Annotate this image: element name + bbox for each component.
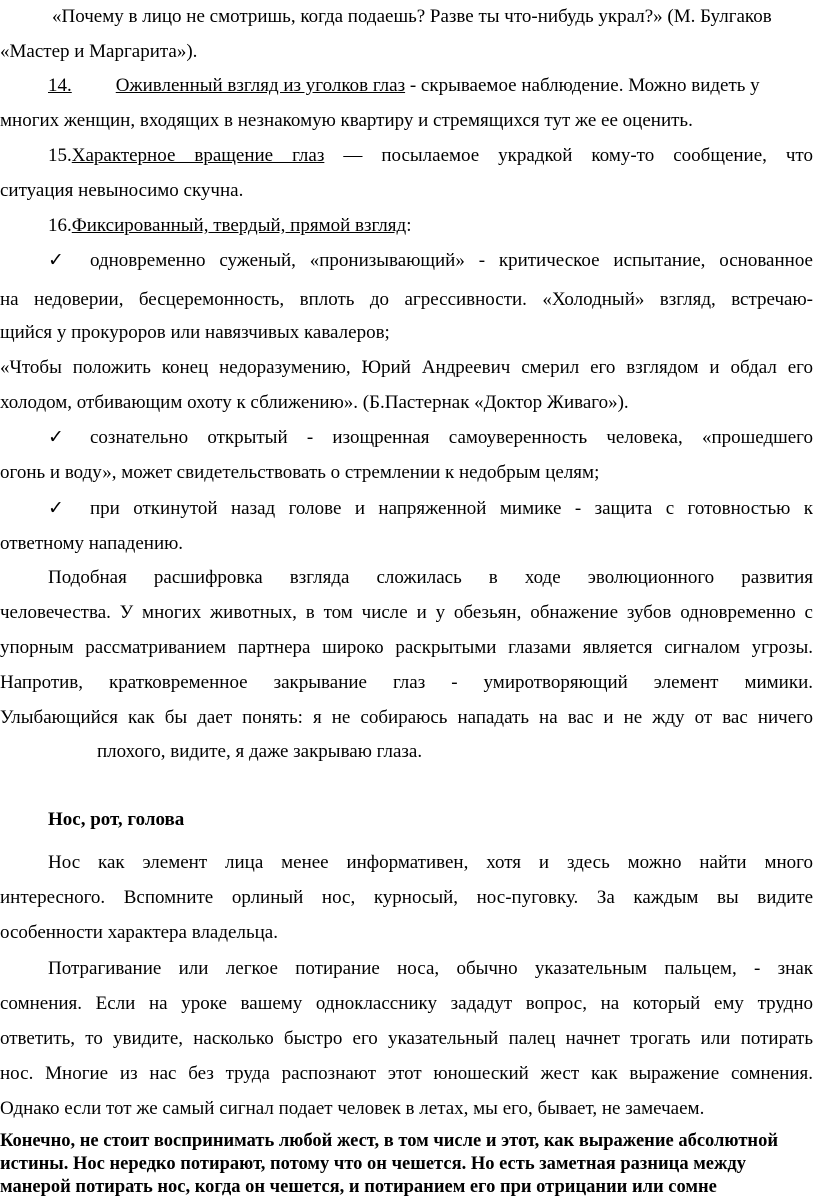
item-15-line-2: ситуация невыносимо скучна. bbox=[0, 180, 244, 201]
item-15-description: — посылаемое украдкой кому-то сообщение, что bbox=[324, 145, 813, 166]
quote-line: «Почему в лицо не смотришь, когда подаешь? Разве ты что-нибудь украл?» (М. Булгаков bbox=[52, 6, 772, 27]
item-16-title: Фиксированный, твердый, прямой взгляд bbox=[71, 215, 407, 236]
item-15-line-1 bbox=[48, 143, 813, 169]
item-15-number: 15. bbox=[48, 145, 72, 166]
bold-paragraph-line: Конечно, не стоит воспринимать любой жест, в том числе и этот, как выражение абсолютной bbox=[0, 1131, 778, 1151]
bold-paragraph-line: манерой потирать нос, когда он чешется, и потиранием его при отрицании или сомне bbox=[0, 1177, 717, 1197]
item-14-line-2: многих женщин, входящих в незнакомую квартиру и стремящихся тут же ее оценить. bbox=[0, 110, 693, 131]
item-14-description: - скрываемое наблюдение. Можно видеть у bbox=[405, 75, 760, 96]
quote-line: «Мастер и Маргарита»). bbox=[0, 41, 198, 62]
paragraph-line: Потрагивание или легкое потирание носа, обычно указательным пальцем, - знак bbox=[48, 958, 813, 979]
item-15-title: Характерное вращение глаз bbox=[71, 145, 325, 166]
checkmark-icon: ✓ bbox=[48, 426, 64, 448]
item-16-colon: : bbox=[406, 215, 412, 236]
bold-paragraph-line: истины. Нос нередко потирают, потому что он чешется. Но есть заметная разница между bbox=[0, 1154, 747, 1174]
paragraph-line: нос. Многие из нас без труда распознают этот юношеский жест как выражение сомнения. bbox=[0, 1063, 813, 1084]
item-16-line bbox=[48, 213, 411, 239]
paragraph-line: Подобная расшифровка взгляда сложилась в ходе эволюционного развития bbox=[48, 567, 813, 588]
item-14-title: Оживленный взгляд из уголков глаз bbox=[115, 75, 406, 96]
bullet-line: на недоверии, бесцеремонность, вплоть до агрессивности. «Холодный» взгляд, встречаю- bbox=[0, 289, 813, 310]
paragraph-line: человечества. У многих животных, в том числе и у обезьян, обнажение зубов одновременно с bbox=[0, 602, 813, 623]
paragraph-line: Напротив, кратковременное закрывание глаз - умиротворяющий элемент мимики. bbox=[0, 672, 813, 693]
bullet-line: при откинутой назад голове и напряженной мимике - защита с готовностью к bbox=[90, 498, 813, 519]
item-14-line-1 bbox=[48, 73, 760, 99]
section-heading: Нос, рот, голова bbox=[48, 809, 185, 830]
paragraph-line: особенности характера владельца. bbox=[0, 922, 278, 943]
checkmark-icon: ✓ bbox=[48, 497, 64, 519]
bullet-line: одновременно суженый, «пронизывающий» - критическое испытание, основанное bbox=[90, 250, 813, 271]
bullet-line: ответному нападению. bbox=[0, 533, 184, 554]
paragraph-line: Однако если тот же самый сигнал подает человек в летах, мы его, бывает, не замечаем. bbox=[0, 1098, 705, 1119]
bullet-line: щийся у прокуроров или навязчивых кавалеров; bbox=[0, 322, 390, 343]
checkmark-icon: ✓ bbox=[48, 249, 64, 271]
bullet-line: огонь и воду», может свидетельствовать о стремлении к недобрым целям; bbox=[0, 462, 600, 483]
paragraph-line: плохого, видите, я даже закрываю глаза. bbox=[97, 741, 423, 762]
quote-line: холодом, отбивающим охоту к сближению». (Б.Пастернак «Доктор Живаго»). bbox=[0, 392, 629, 413]
paragraph-line: интересного. Вспомните орлиный нос, курносый, нос-пуговку. За каждым вы видите bbox=[0, 887, 813, 908]
item-16-number: 16. bbox=[48, 215, 72, 236]
bullet-line: сознательно открытый - изощренная самоуверенность человека, «прошедшего bbox=[90, 427, 813, 448]
item-14-number: 14. bbox=[48, 75, 72, 96]
quote-line: «Чтобы положить конец недоразумению, Юрий Андреевич смерил его взглядом и обдал его bbox=[0, 357, 813, 378]
paragraph-line: сомнения. Если на уроке вашему однокласснику зададут вопрос, на который ему трудно bbox=[0, 993, 813, 1014]
paragraph-line: Нос как элемент лица менее информативен, хотя и здесь можно найти много bbox=[48, 852, 813, 873]
paragraph-line: Улыбающийся как бы дает понять: я не собираюсь нападать на вас и не жду от вас ничего bbox=[0, 707, 813, 728]
paragraph-line: ответить, то увидите, насколько быстро его указательный палец начнет трогать или потирать bbox=[0, 1028, 813, 1049]
paragraph-line: упорным рассматриванием партнера широко раскрытыми глазами является сигналом угрозы. bbox=[0, 637, 813, 658]
